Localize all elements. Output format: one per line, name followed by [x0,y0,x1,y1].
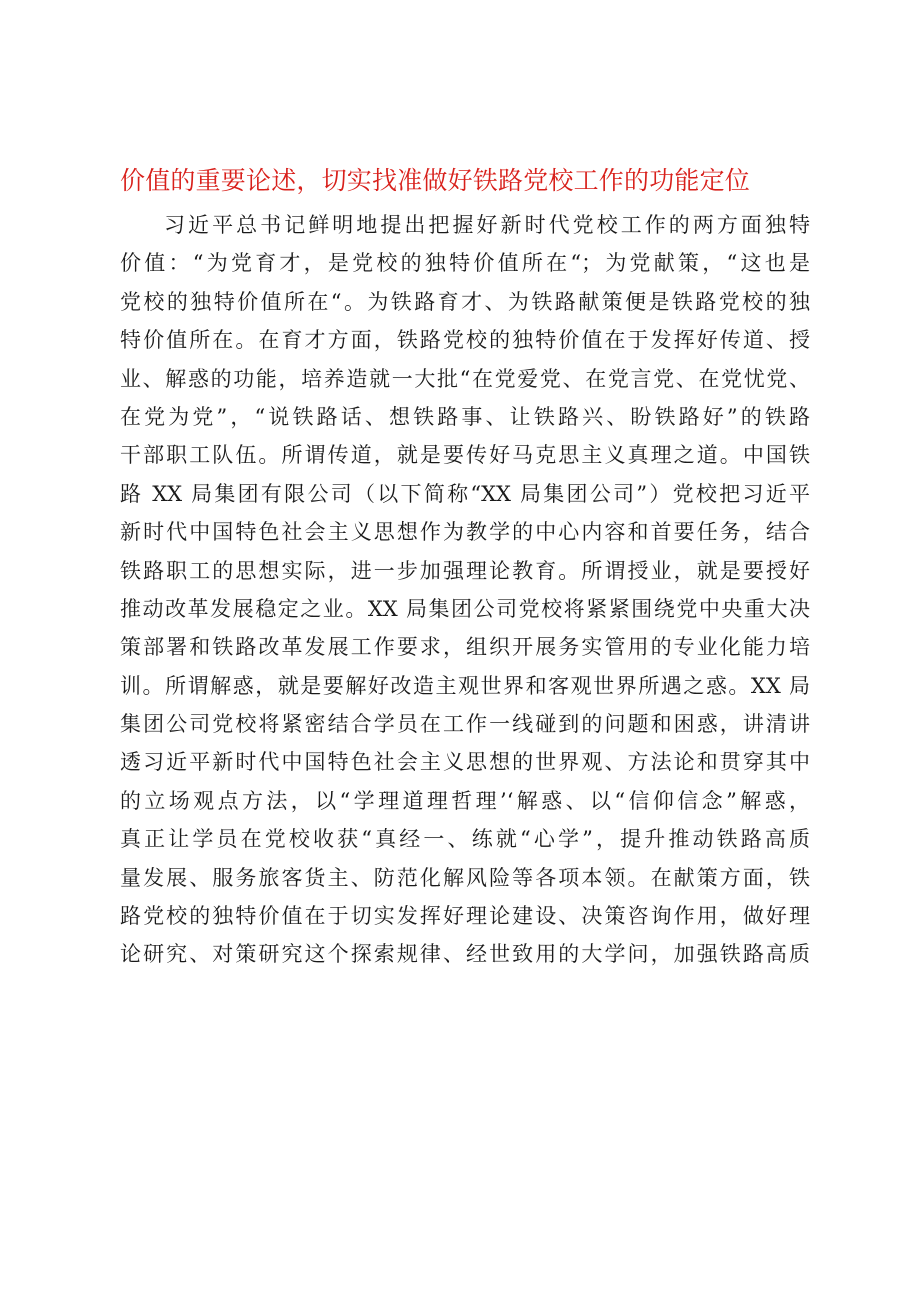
paragraph-line: 的立场观点方法，以“学理道理哲理’‘解惑、以“信仰信念”解惑， [120,788,810,813]
paragraph-line: 党校的独特价值所在“。为铁路育才、为铁路献策便是铁路党校的独 [120,289,810,314]
paragraph-line: 业、解惑的功能，培养造就一大批“在党爱党、在党言党、在党忧党、 [120,366,810,391]
paragraph-line: 路 XX 局集团有限公司（以下简称“XX 局集团公司”）党校把习近平 [120,481,810,506]
paragraph-line: 策部署和铁路改革发展工作要求，组织开展务实管用的专业化能力培 [120,635,810,660]
paragraph-line: 量发展、服务旅客货主、防范化解风险等各项本领。在献策方面，铁 [120,865,810,890]
paragraph-line: 集团公司党校将紧密结合学员在工作一线碰到的问题和困惑，讲清讲 [120,712,810,737]
body-paragraph [120,206,810,974]
paragraph-line: 训。所谓解惑，就是要解好改造主观世界和客观世界所遇之惑。XX 局 [120,673,810,698]
paragraph-line: 铁路职工的思想实际，进一步加强理论教育。所谓授业，就是要授好 [120,558,810,583]
paragraph-line: 推动改革发展稳定之业。XX 局集团公司党校将紧紧围绕党中央重大决 [120,596,810,621]
paragraph-line: 真正让学员在党校收获“真经一、练就“心学”，提升推动铁路高质 [120,827,810,852]
paragraph-line: 路党校的独特价值在于切实发挥好理论建设、决策咨询作用，做好理 [120,904,810,929]
paragraph-line: 在党为党”，“说铁路话、想铁路事、让铁路兴、盼铁路好”的铁路 [120,404,810,429]
paragraph-line: 透习近平新时代中国特色社会主义思想的世界观、方法论和贯穿其中 [120,750,810,775]
paragraph-line: 新时代中国特色社会主义思想作为教学的中心内容和首要任务，结合 [120,520,810,545]
paragraph-line: 习近平总书记鲜明地提出把握好新时代党校工作的两方面独特 [164,213,810,237]
section-heading: 价值的重要论述，切实找准做好铁路党校工作的功能定位 [120,166,751,195]
paragraph-line: 干部职工队伍。所谓传道，就是要传好马克思主义真理之道。中国铁 [120,443,810,468]
paragraph-line: 特价值所在。在育才方面，铁路党校的独特价值在于发挥好传道、授 [120,328,810,353]
paragraph-line: 价值：“为党育才，是党校的独特价值所在“；为党献策，“这也是 [120,251,810,276]
paragraph-line: 论研究、对策研究这个探索规律、经世致用的大学问，加强铁路高质 [120,942,810,967]
